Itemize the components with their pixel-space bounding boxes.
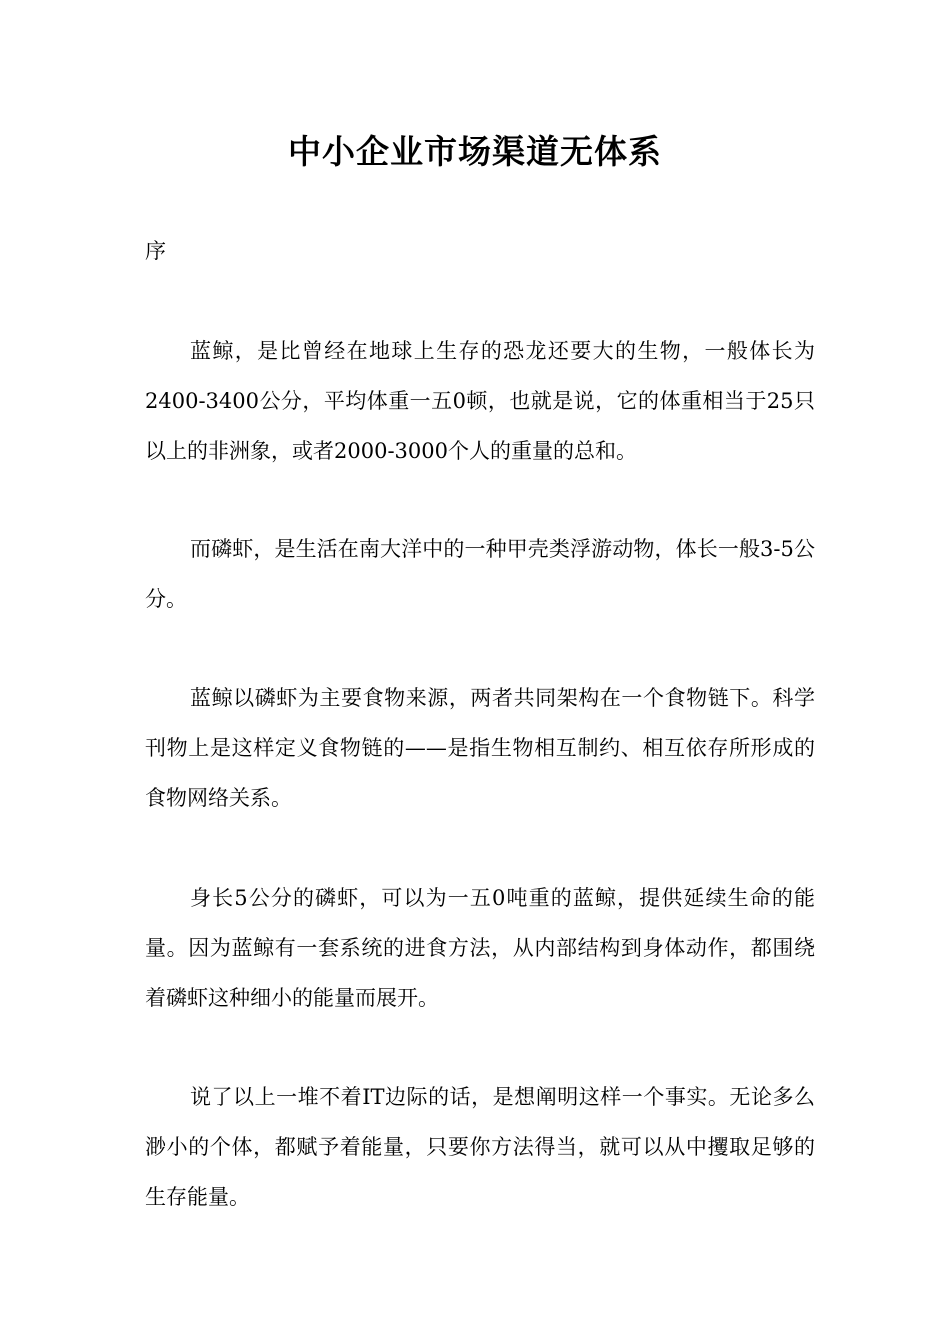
paragraph-blue-whale: 蓝鲸，是比曾经在地球上生存的恐龙还要大的生物，一般体长为2400-3400公分，平均体重一五0顿，也就是说，它的体重相当于25只以上的非洲象，或者2000-3000个人的重量的总和。 bbox=[145, 339, 815, 463]
document-title: 中小企业市场渠道无体系 bbox=[288, 132, 662, 171]
section-label-preface: 序 bbox=[145, 239, 166, 263]
paragraph-food-chain: 蓝鲸以磷虾为主要食物来源，两者共同架构在一个食物链下。科学刊物上是这样定义食物链的——是指生物相互制约、相互依存所形成的食物网络关系。 bbox=[145, 686, 815, 810]
paragraph-energy: 身长5公分的磷虾，可以为一五0吨重的蓝鲸，提供延续生命的能量。因为蓝鲸有一套系统的进食方法，从内部结构到身体动作，都围绕着磷虾这种细小的能量而展开。 bbox=[145, 886, 815, 1010]
paragraph-conclusion: 说了以上一堆不着IT边际的话，是想阐明这样一个事实。无论多么渺小的个体，都赋予着能量，只要你方法得当，就可以从中攫取足够的生存能量。 bbox=[145, 1085, 815, 1209]
paragraph-krill: 而磷虾，是生活在南大洋中的一种甲壳类浮游动物，体长一般3-5公分。 bbox=[145, 537, 815, 611]
